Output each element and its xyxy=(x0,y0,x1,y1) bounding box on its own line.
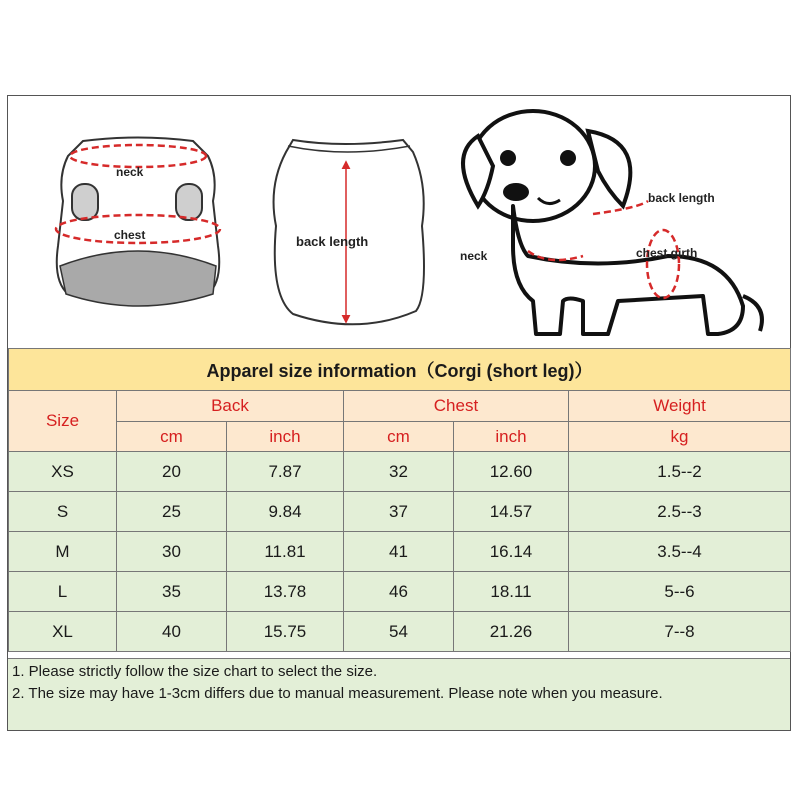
chest-cm-cell: 46 xyxy=(344,572,454,612)
back-cm-cell: 35 xyxy=(117,572,227,612)
size-table xyxy=(8,348,791,652)
note-line: 2. The size may have 1-3cm differs due to manual measurement. Please note when you measure. xyxy=(12,685,663,702)
size-cell: XL xyxy=(9,612,117,652)
table-title-row xyxy=(9,349,791,391)
weight-group-header: Weight xyxy=(569,391,791,422)
back-inch-cell: 13.78 xyxy=(227,572,344,612)
table-group-header-row xyxy=(9,391,791,422)
chest-cm-header: cm xyxy=(344,422,454,452)
table-row xyxy=(9,572,791,612)
back-inch-cell: 9.84 xyxy=(227,492,344,532)
chest-cm-cell: 37 xyxy=(344,492,454,532)
dog-neck-label: neck xyxy=(460,249,488,263)
back-group-header: Back xyxy=(117,391,344,422)
size-notes xyxy=(8,658,790,730)
back-inch-cell: 15.75 xyxy=(227,612,344,652)
chest-cm-cell: 41 xyxy=(344,532,454,572)
chest-inch-cell: 12.60 xyxy=(454,452,569,492)
dog-eye-left xyxy=(500,150,516,166)
vest-back-drawing xyxy=(274,140,424,324)
chest-inch-cell: 21.26 xyxy=(454,612,569,652)
dog-back-length-label: back length xyxy=(648,191,715,205)
size-cell: XS xyxy=(9,452,117,492)
chest-cm-cell: 32 xyxy=(344,452,454,492)
chest-inch-cell: 14.57 xyxy=(454,492,569,532)
back-inch-cell: 7.87 xyxy=(227,452,344,492)
dog-drawing xyxy=(460,111,762,334)
dog-eye-right xyxy=(560,150,576,166)
weight-cell: 2.5--3 xyxy=(569,492,791,532)
size-cell: L xyxy=(9,572,117,612)
measurement-illustration xyxy=(8,96,790,348)
back-inch-header: inch xyxy=(227,422,344,452)
back-cm-cell: 20 xyxy=(117,452,227,492)
chest-cm-cell: 54 xyxy=(344,612,454,652)
back-cm-cell: 30 xyxy=(117,532,227,572)
vest-neck-label: neck xyxy=(116,165,144,179)
table-row xyxy=(9,492,791,532)
weight-cell: 3.5--4 xyxy=(569,532,791,572)
back-cm-cell: 40 xyxy=(117,612,227,652)
table-row xyxy=(9,612,791,652)
note-line: 1. Please strictly follow the size chart to select the size. xyxy=(12,663,378,680)
vest-front-drawing xyxy=(56,138,220,307)
armhole-right xyxy=(176,184,202,220)
size-column-header: Size xyxy=(9,391,117,452)
table-title: Apparel size information（Corgi (short leg)） xyxy=(9,349,791,391)
back-inch-cell: 11.81 xyxy=(227,532,344,572)
back-cm-header: cm xyxy=(117,422,227,452)
weight-cell: 1.5--2 xyxy=(569,452,791,492)
weight-kg-header: kg xyxy=(569,422,791,452)
vest-chest-label: chest xyxy=(114,228,146,242)
chest-group-header: Chest xyxy=(344,391,569,422)
size-chart-frame xyxy=(7,95,791,731)
weight-cell: 7--8 xyxy=(569,612,791,652)
table-unit-header-row xyxy=(9,422,791,452)
size-cell: S xyxy=(9,492,117,532)
table-row xyxy=(9,452,791,492)
dog-chest-girth-label: chest girth xyxy=(636,246,698,260)
size-cell: M xyxy=(9,532,117,572)
vest-back-length-label: back length xyxy=(296,234,369,249)
table-row xyxy=(9,532,791,572)
dog-nose xyxy=(503,183,529,201)
chest-inch-cell: 16.14 xyxy=(454,532,569,572)
armhole-left xyxy=(72,184,98,220)
illustration-svg xyxy=(8,96,790,348)
back-cm-cell: 25 xyxy=(117,492,227,532)
weight-cell: 5--6 xyxy=(569,572,791,612)
chest-inch-cell: 18.11 xyxy=(454,572,569,612)
chest-inch-header: inch xyxy=(454,422,569,452)
